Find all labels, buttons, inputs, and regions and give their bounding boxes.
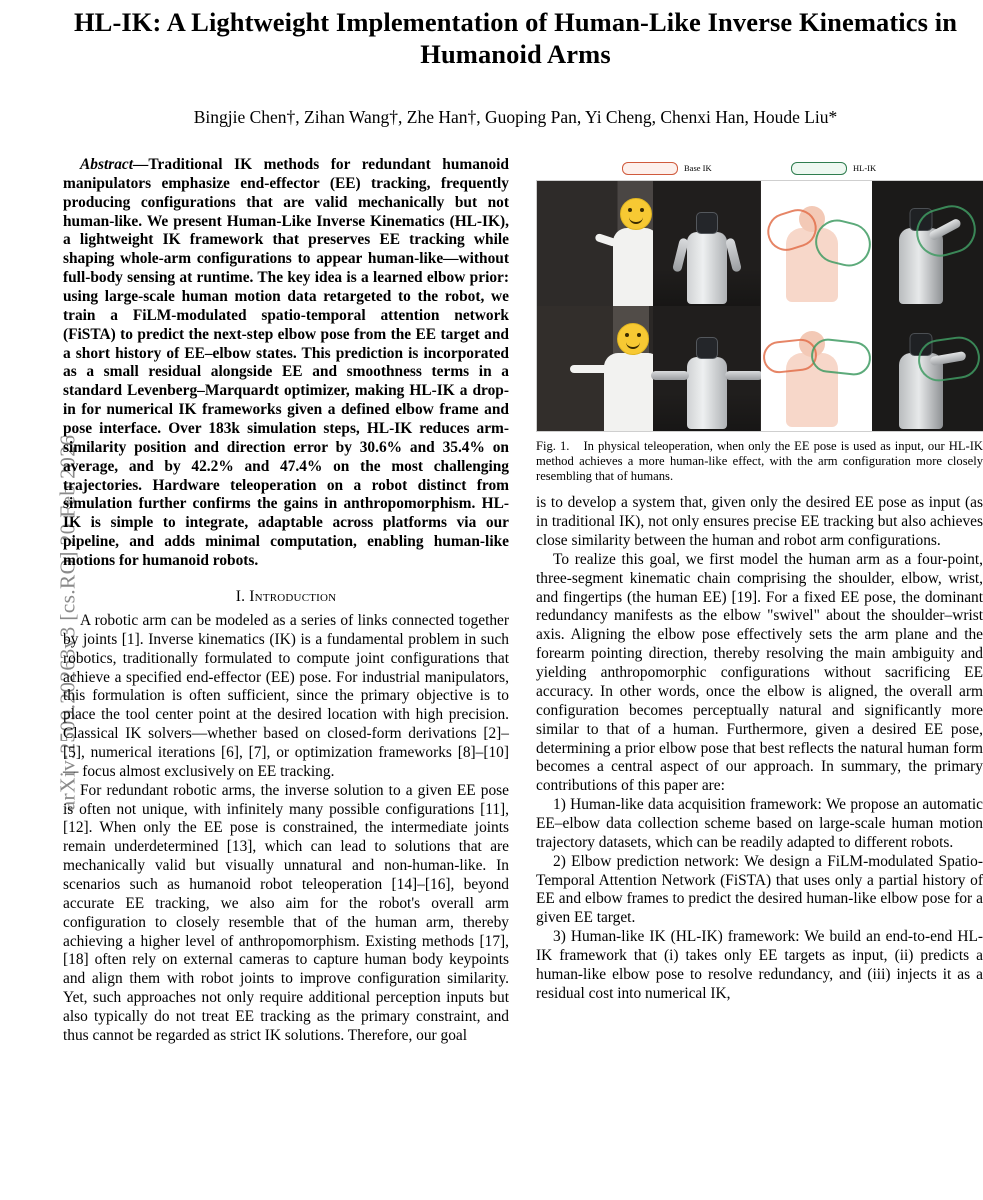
figure-1 <box>536 160 983 484</box>
human-arm-left-top <box>594 233 617 247</box>
overlay-human-sketch-top <box>761 181 873 306</box>
paragraph-intro-1: A robotic arm can be modeled as a series of links connected together by joints [1]. Inverse kinematics (IK) is a fundamental problem in such robotics, traditionally formulated to compute joint configurations that achieve a specified end-effector (EE) pose. For industrial manipulators, this formulation is often sufficient, since the primary objective is to place the tool center point at the desired location with high precision. Classical IK solvers—whether based on closed-form derivations [2]–[5], numerical iterations [6], [7], or optimization frameworks [8]–[10] — focus almost exclusively on EE tracking. <box>63 612 509 780</box>
figure-panel-human-bottom <box>537 306 761 431</box>
figure-1-label: Fig. 1. <box>536 439 570 453</box>
body-columns <box>62 156 983 1046</box>
figure-1-caption-text: In physical teleoperation, when only the EE pose is used as input, our HL-IK method achieves a more human-like effect, with the arm configuration more closely resembling that of humans. <box>536 439 983 484</box>
figure-panel-human-top <box>537 181 761 306</box>
robot-arm-left-top <box>672 237 689 272</box>
figure-legend <box>536 160 983 180</box>
robot-head-top <box>696 212 718 234</box>
base-ik-swatch-icon <box>622 162 678 175</box>
page-title: HL-IK: A Lightweight Implementation of Human-Like Inverse Kinematics in Humanoid Arms <box>73 7 958 70</box>
legend-item-base-ik <box>622 162 712 175</box>
robot-photo-bg-bottom <box>653 306 760 431</box>
figure-1-image <box>536 180 983 432</box>
robot-figure-top <box>687 232 727 304</box>
contribution-3: 3) Human-like IK (HL-IK) framework: We build an end-to-end HL-IK framework that (i) takes only EE targets as input, (ii) predicts a human-like elbow pose to resolve redundancy, and (iii) injects it as a residual cost into numerical IK, <box>536 928 983 1002</box>
smiley-face-icon-bottom <box>617 323 649 355</box>
human-figure-top <box>613 228 659 306</box>
overlay-robot-sketch-top <box>872 181 983 306</box>
legend-label-base-ik: Base IK <box>684 163 712 174</box>
paragraph-right-1: is to develop a system that, given only the desired EE pose as input (as in traditional IK), not only ensures precise EE tracking but also achieves close similarity between the human and robot arm configurations. <box>536 494 983 550</box>
robot-head-bottom <box>696 337 718 359</box>
contribution-1: 1) Human-like data acquisition framework: We propose an automatic EE–elbow data collection scheme based on large-scale human motion trajectory datasets, which can be readily adapted to different robots. <box>536 796 983 851</box>
left-column <box>62 156 509 1046</box>
overlay-human-sketch-bottom <box>761 306 873 431</box>
overlay-robot-sketch-bottom <box>872 306 983 431</box>
figure-panel-overlay-top <box>761 181 983 306</box>
legend-label-hl-ik: HL-IK <box>853 163 877 174</box>
human-arm-left-bottom <box>570 365 608 373</box>
figure-1-caption <box>536 439 983 484</box>
robot-arm-left-bottom <box>651 371 689 380</box>
abstract-paragraph <box>63 156 509 571</box>
robot-figure-bottom <box>687 357 727 429</box>
paragraph-right-2: To realize this goal, we first model the human arm as a four-point, three-segment kinematic chain comprising the shoulder, elbow, wrist, and fingertips (the human EE) [19]. For a fixed EE pose, the dominant redundancy manifests as the elbow "swivel" about the shoulder–wrist axis. Aligning the elbow pose effectively sets the arm plane and the forearm pointing direction, thereby resolving the main ambiguity and yielding anthropomorphic configurations without sacrificing EE accuracy. In other words, once the elbow is aligned, the overall arm configuration becomes perceptually natural and significantly more similar to that of a human. Furthermore, given a desired EE pose, determining a prior elbow pose that best reflects the natural human form becomes a central aspect of our approach. In summary, the primary contributions of this paper are: <box>536 550 983 795</box>
paragraph-intro-2: For redundant robotic arms, the inverse solution to a given EE pose is often not unique, with infinitely many possible configurations [11], [12]. When only the EE pose is constrained, the intermediate joints remain underdetermined [13], which can lead to solutions that are mechanically valid but visually unnatural and non-human-like. In scenarios such as humanoid robot teleoperation [14]–[16], beyond accurate EE tracking, we also aim for the robot's overall arm configuration to closely resemble that of the human arm, thereby achieving a higher level of anthropomorphism. Existing methods [17], [18] often rely on external cameras to capture human body keypoints and align them with robot joints to improve configuration similarity. Yet, such approaches not only require additional perception inputs but also typically do not treat EE tracking as the primary constraint, and thus cannot be regarded as strict IK solutions. Therefore, our goal <box>63 781 509 1044</box>
robot-photo-bg-top <box>653 181 760 306</box>
robot-photo-bottom <box>653 306 760 431</box>
author-list <box>62 71 983 128</box>
robot-photo-top <box>653 181 760 306</box>
contribution-2: 2) Elbow prediction network: We design a FiLM-modulated Spatio-Temporal Attention Network (FiSTA) that uses only a partial history of EE and elbow frames to predict the desired human-like elbow pose for a given EE target. <box>536 852 983 927</box>
robot-arm-right-bottom <box>725 371 761 380</box>
smiley-face-icon <box>620 198 652 230</box>
section-heading-introduction: I. Introduction <box>235 587 337 605</box>
paper-page <box>62 0 983 1200</box>
legend-item-hl-ik <box>791 162 876 175</box>
abstract-label: Abstract— <box>80 156 149 173</box>
figure-panel-overlay-bottom <box>761 306 983 431</box>
author-list-text: Bingjie Chen†, Zihan Wang†, Zhe Han†, Guoping Pan, Yi Cheng, Chenxi Han, Houde Liu* <box>193 106 838 127</box>
right-column <box>536 156 983 1046</box>
hl-ik-swatch-icon <box>791 162 847 175</box>
robot-arm-right-top <box>725 237 742 272</box>
arxiv-stamp: arXiv:2509.20263v3 [cs.RO] 20 Feb 2026 <box>55 434 80 811</box>
abstract-text: Traditional IK methods for redundant humanoid manipulators emphasize end-effector (EE) tracking, frequently producing configurations that are valid mechanically but not human-like. We present Human-Like Inverse Kinematics (HL-IK), a lightweight IK framework that preserves EE tracking while shaping whole-arm configurations to appear human-like—without full-body sensing at runtime. The key idea is a learned elbow prior: using large-scale human motion data retargeted to the robot, we train a FiLM-modulated spatio-temporal attention network (FiSTA) to predict the next-step elbow pose from the EE target and a short history of EE–elbow states. This prediction is incorporated as a small residual alongside EE and smoothness terms in a standard Levenberg–Marquardt optimizer, making HL-IK a drop-in for numerical IK frameworks given a defined elbow frame and pose interface. Over 183k simulation steps, HL-IK reduces arm-similarity position and direction error by 30.6% and 35.4% on average, and by 42.2% and 47.4% on the most challenging trajectories. Hardware teleoperation on a robot distinct from simulation further confirms the gains in anthropomorphism. HL-IK is simple to integrate, adaptable across platforms via our pipeline, and adds minimal computation, enabling human-like motions for humanoid robots. <box>63 156 509 570</box>
